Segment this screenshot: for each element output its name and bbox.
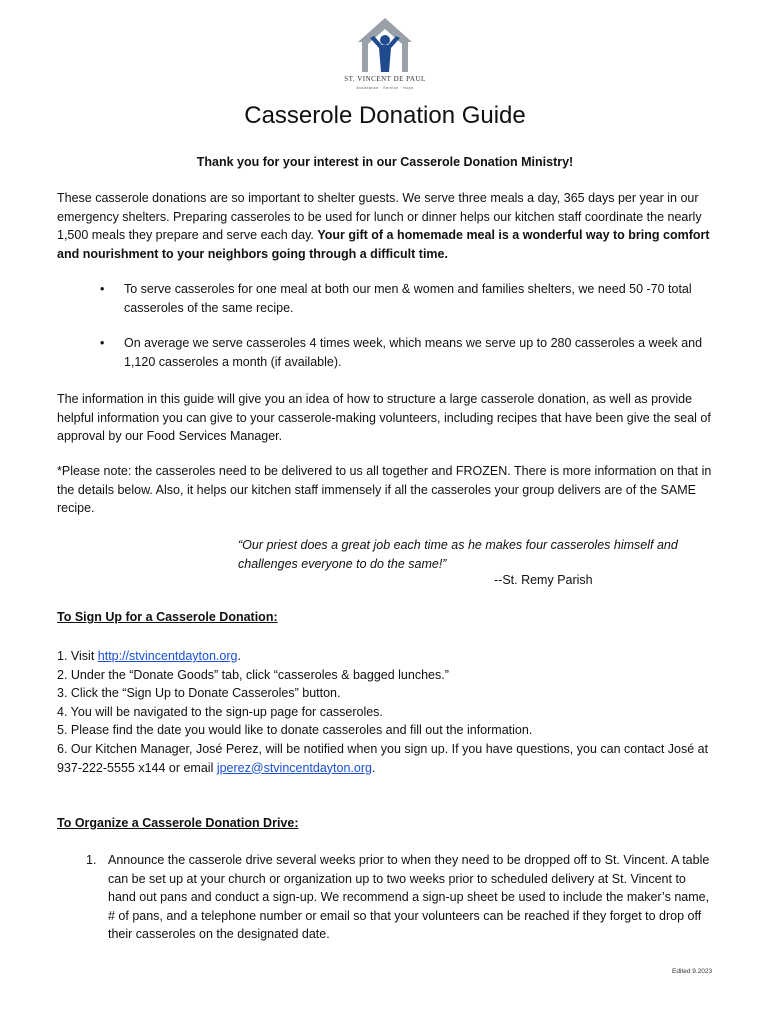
signup-step-3: 3. Click the “Sign Up to Donate Casseroles” button. xyxy=(57,686,341,700)
step1-prefix: 1. Visit xyxy=(57,649,98,663)
step6-prefix: 6. Our Kitchen Manager, José Perez, will be notified when you sign up. If you have questions, you can contact José at 937-222-5555 x144 or email xyxy=(57,742,709,775)
signup-step-6 xyxy=(57,740,717,777)
logo-tagline: Assistance · Service · Hope xyxy=(356,85,414,90)
bullet-text: To serve casseroles for one meal at both our men & women and families shelters, we need 50 -70 total casseroles of the same recipe. xyxy=(124,282,692,315)
signup-step-5: 5. Please find the date you would like to donate casseroles and fill out the information. xyxy=(57,723,533,737)
note-paragraph: *Please note: the casseroles need to be delivered to us all together and FROZEN. There is more information on that in the details below. Also, it helps our kitchen staff immensely if all the casseroles your group delivers are of the SAME recipe. xyxy=(57,464,712,515)
intro-text: These casserole donations are so important to shelter guests. We serve three meals a day, 365 days per year in our emergency shelters. Preparing casseroles to be used for lunch or dinner helps our kitchen staff coordinate the nearly 1,500 meals they prepare and serve each day. xyxy=(57,191,702,242)
intro-bold-text: Your gift of a homemade meal is a wonderful way to bring comfort and nourishment to your neighbors going through a difficult time. xyxy=(57,228,710,261)
organize-heading: To Organize a Casserole Donation Drive: xyxy=(57,816,299,830)
quote-attribution: --St. Remy Parish xyxy=(494,573,593,587)
email-link[interactable]: jperez@stvincentdayton.org xyxy=(216,760,372,775)
page-title: Casserole Donation Guide xyxy=(244,102,526,129)
bullet-text: On average we serve casseroles 4 times week, which means we serve up to 280 casseroles a week and 1,120 casseroles a month (if available). xyxy=(124,336,703,369)
signup-heading: To Sign Up for a Casserole Donation: xyxy=(57,610,278,624)
bullet-dot-icon: • xyxy=(100,282,105,296)
step1-suffix: . xyxy=(237,649,241,663)
bullet-dot-icon: • xyxy=(100,336,105,350)
edited-date: Edited 9.2023 xyxy=(672,968,713,975)
bullet-item xyxy=(100,334,710,371)
logo-org-name: ST. VINCENT DE PAUL xyxy=(344,75,426,83)
thanks-heading: Thank you for your interest in our Casserole Donation Ministry! xyxy=(196,155,574,169)
logo-figure-head xyxy=(380,35,390,45)
organize-item-text: Announce the casserole drive several weeks prior to when they need to be dropped off to St. Vincent. A table can be set up at your church or organization up to two weeks prior to scheduled delivery at St. Vincent to hand out pans and conduct a sign-up. We recommend a sign-up sheet be used to include the maker’s name, # of pans, and a telephone number or email so that your volunteers can be reached if they forget to drop off their casseroles on the designated date. xyxy=(108,853,710,941)
step6-suffix: . xyxy=(371,760,376,775)
organize-item-number: 1. xyxy=(86,853,97,867)
st-vincent-logo-icon xyxy=(352,14,418,74)
info-paragraph: The information in this guide will give you an idea of how to structure a large casserole donation, as well as provide helpful information you can give to your casserole-making volunteers, including recipes that have been give the seal of approval by our Food Services Manager. xyxy=(57,392,711,443)
signup-step-4: 4. You will be navigated to the sign-up page for casseroles. xyxy=(57,705,383,719)
signup-step-1 xyxy=(57,647,717,666)
intro-paragraph xyxy=(57,189,717,263)
testimonial-quote: “Our priest does a great job each time as he makes four casseroles himself and challenges everyone to do the same!” xyxy=(238,538,678,571)
signup-step-2: 2. Under the “Donate Goods” tab, click “casseroles & bagged lunches.” xyxy=(57,668,449,682)
organize-item xyxy=(86,851,716,944)
website-link[interactable]: http://stvincentdayton.org xyxy=(97,649,238,663)
bullet-item xyxy=(100,280,710,317)
